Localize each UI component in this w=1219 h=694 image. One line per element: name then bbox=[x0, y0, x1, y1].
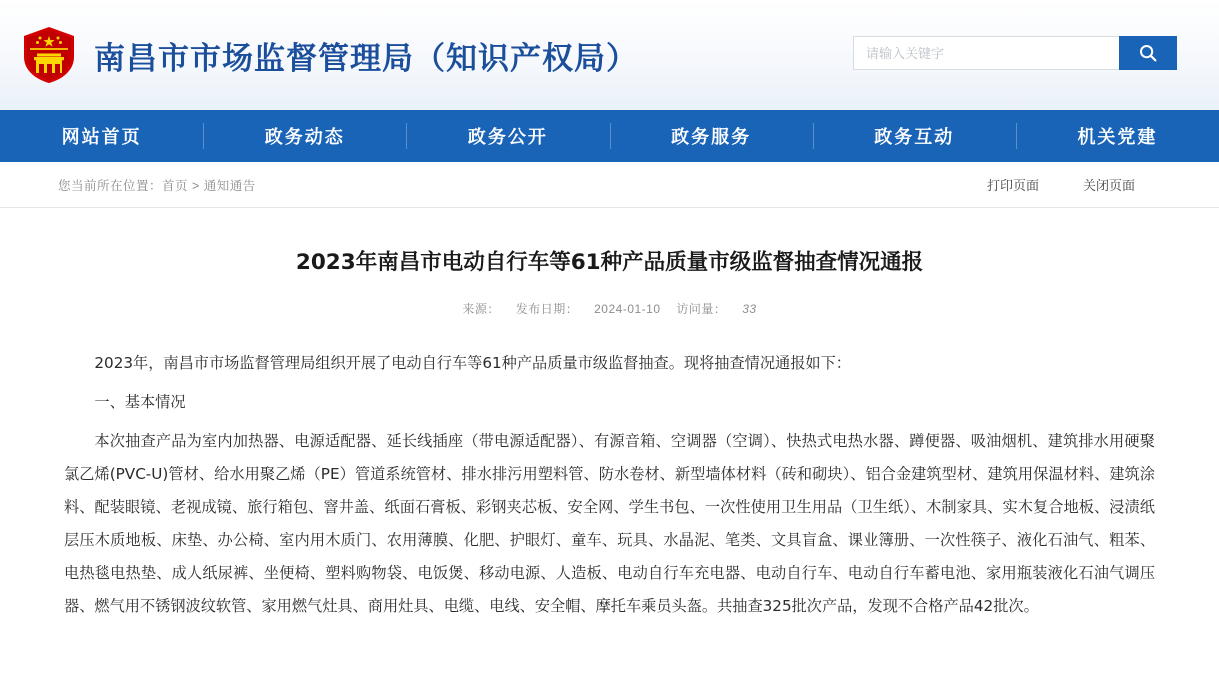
nav-item-government-disclosure[interactable]: 政务公开 bbox=[406, 110, 609, 162]
nav-item-government-services[interactable]: 政务服务 bbox=[610, 110, 813, 162]
nav-item-government-interaction[interactable]: 政务互动 bbox=[813, 110, 1016, 162]
breadcrumb-bar bbox=[0, 162, 1219, 208]
close-page-button[interactable]: 关闭页面 bbox=[1082, 178, 1135, 193]
article-meta bbox=[64, 300, 1155, 317]
page-actions bbox=[987, 175, 1135, 194]
main-nav bbox=[0, 110, 1219, 162]
article bbox=[0, 208, 1219, 623]
article-paragraph-1: 2023年，南昌市市场监督管理局组织开展了电动自行车等61种产品质量市级监督抽查。现将抽查情况通报如下： bbox=[94, 354, 851, 373]
article-title: 2023年南昌市电动自行车等61种产品质量市级监督抽查情况通报 bbox=[295, 250, 924, 275]
breadcrumb[interactable]: 您当前所在位置：首页 > 通知通告 bbox=[58, 178, 256, 193]
article-views: 33 bbox=[742, 302, 757, 317]
print-page-button[interactable]: 打印页面 bbox=[986, 178, 1039, 193]
site-title: 南昌市市场监督管理局（知识产权局） bbox=[94, 40, 638, 77]
article-source-label: 来源： bbox=[462, 302, 500, 317]
search-button[interactable] bbox=[1119, 36, 1177, 70]
nav-item-government-news[interactable]: 政务动态 bbox=[203, 110, 406, 162]
site-search bbox=[853, 36, 1177, 70]
nav-item-home[interactable]: 网站首页 bbox=[61, 127, 142, 148]
article-section-heading-1: 一、基本情况 bbox=[94, 393, 186, 412]
site-header bbox=[0, 0, 1219, 110]
article-date-label: 发布日期： bbox=[515, 302, 579, 317]
nav-item-party-building[interactable]: 机关党建 bbox=[1016, 110, 1219, 162]
article-body bbox=[64, 347, 1155, 623]
national-emblem-icon bbox=[18, 24, 80, 86]
search-input[interactable] bbox=[853, 36, 1119, 70]
article-views-label: 访问量： bbox=[676, 302, 727, 317]
search-icon bbox=[1138, 43, 1158, 63]
article-paragraph-2: 本次抽查产品为室内加热器、电源适配器、延长线插座（带电源适配器）、有源音箱、空调器（空调）、快热式电热水器、蹲便器、吸油烟机、建筑排水用硬聚氯乙烯(PVC-U)管材、给水用聚乙烯（PE）管道系统管材、排水排污用塑料管、防水卷材、新型墙体材料（砖和砌块）、铝合金建筑型材、建筑用保温材料、建筑涂料、配装眼镜、老视成镜、旅行箱包、窨井盖、纸面石膏板、彩钢夹芯板、安全网、学生书包、一次性使用卫生用品（卫生纸）、木制家具、实木复合地板、浸渍纸层压木质地板、床垫、办公椅、室内用木质门、农用薄膜、化肥、护眼灯、童车、玩具、水晶泥、笔类、文具盲盒、课业簿册、一次性筷子、液化石油气、粗苯、电热毯电热垫、成人纸尿裤、坐便椅、塑料购物袋、电饭煲、移动电源、人造板、电动自行车充电器、电动自行车、电动自行车蓄电池、家用瓶装液化石油气调压器、燃气用不锈钢波纹软管、家用燃气灶具、商用灶具、电缆、电线、安全帽、摩托车乘员头盔。共抽查325批次产品，发现不合格产品42批次。 bbox=[64, 432, 1155, 616]
article-date: 2024-01-10 bbox=[594, 302, 661, 317]
